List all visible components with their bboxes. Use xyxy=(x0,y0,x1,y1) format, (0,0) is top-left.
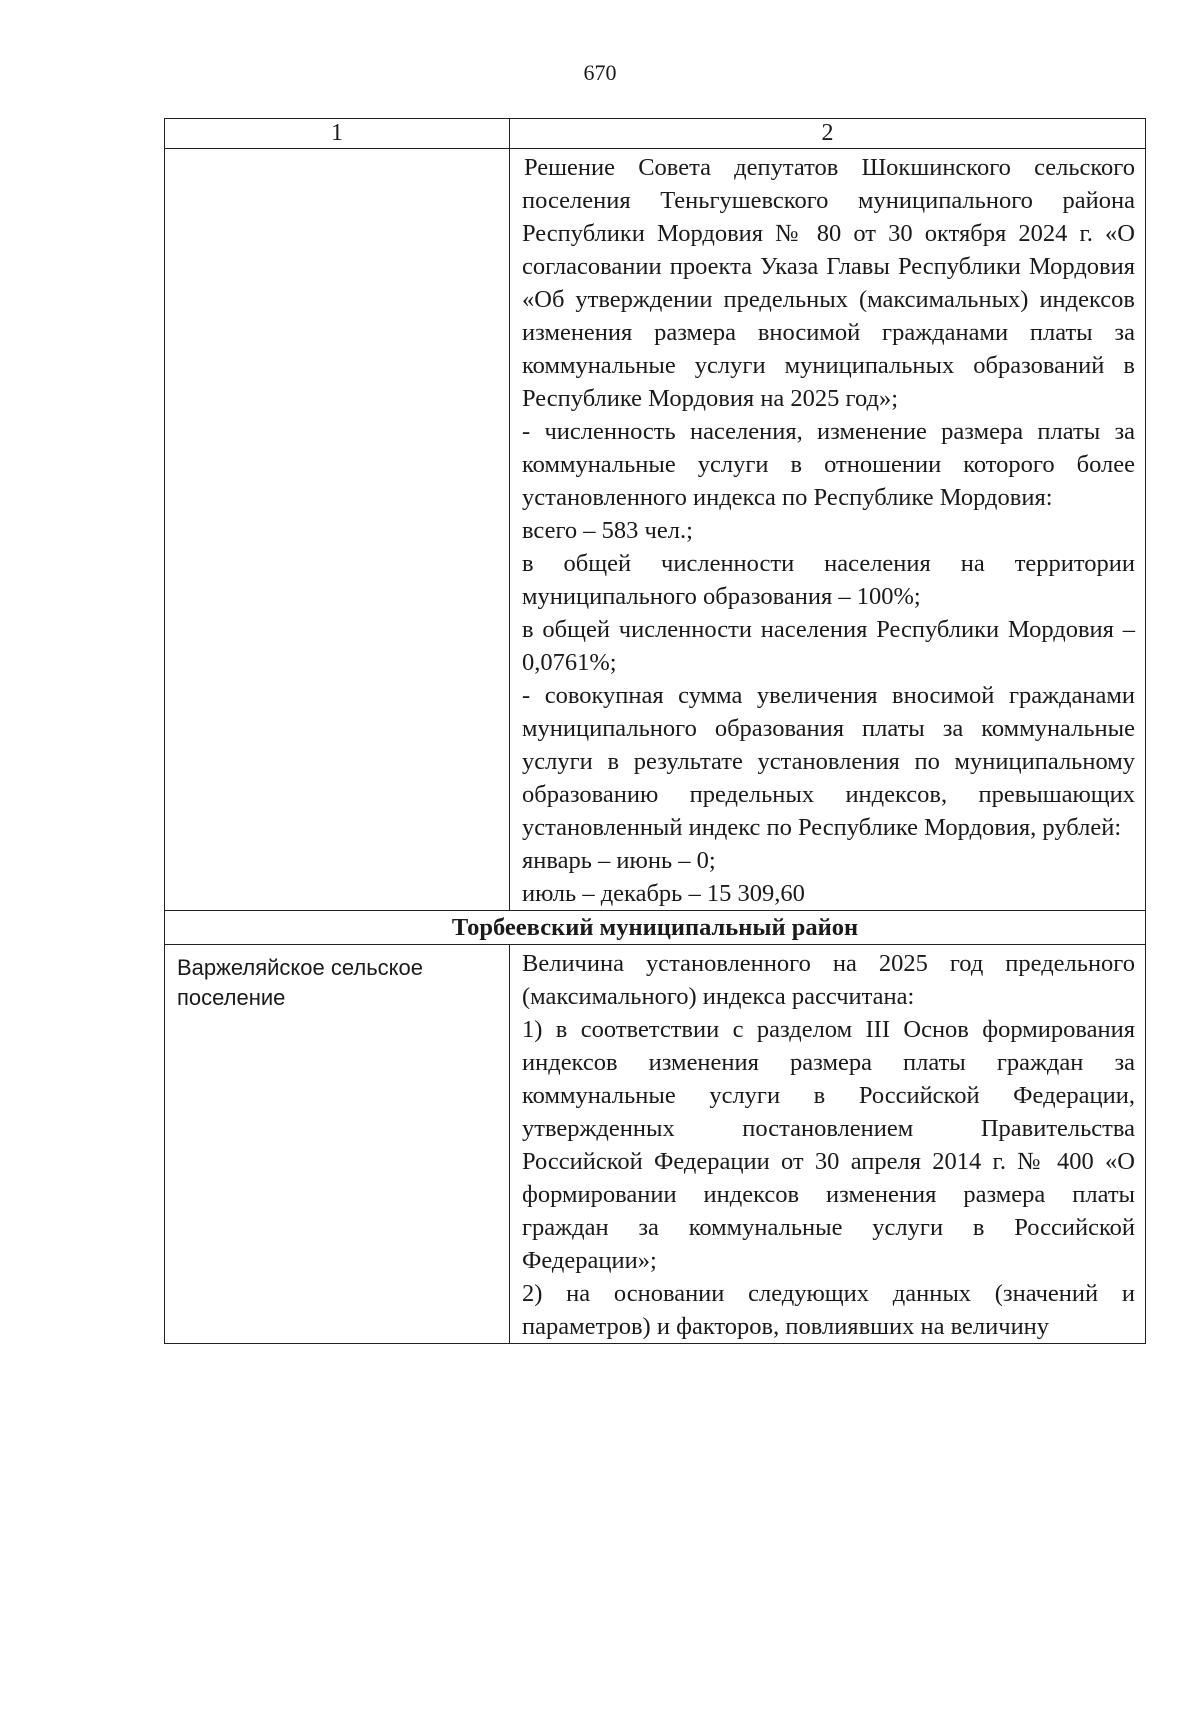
second-block-cell xyxy=(510,945,1146,1344)
share-municipal: в общей численности населения на территории муниципального образования – 100%; xyxy=(522,550,1135,610)
first-block-cell xyxy=(510,149,1146,911)
settlement-cell xyxy=(165,945,510,1344)
column-header-1: 1 xyxy=(165,119,510,149)
document-table xyxy=(164,118,1146,1344)
intro-paragraph: Величина установленного на 2025 год предельного (максимального) индекса рассчитана: xyxy=(522,950,1135,1010)
table-row xyxy=(165,149,1146,911)
table-header-row xyxy=(165,119,1146,149)
decision-paragraph: Решение Совета депутатов Шокшинского сельского поселения Теньгушевского муниципального района Республики Мордовия № 80 от 30 октября 2024 г. «О согласовании проекта Указа Главы Республики Мордовия «Об утверждении предельных (максимальных) индексов изменения размера вносимой гражданами платы за коммунальные услуги муниципальных образований в Республике Мордовия на 2025 год»; xyxy=(522,154,1135,412)
item-2-paragraph: 2) на основании следующих данных (значений и параметров) и факторов, повлиявших на величину xyxy=(522,1280,1135,1340)
share-republic: в общей численности населения Республики Мордовия – 0,0761%; xyxy=(522,616,1135,676)
item-1-paragraph: 1) в соответствии с разделом III Основ формирования индексов изменения размера платы граждан за коммунальные услуги в Российской Федерации, утвержденных постановлением Правительства Российской Федерации от 30 апреля 2014 г. № 400 «О формировании индексов изменения размера платы граждан за коммунальные услуги в Российской Федерации»; xyxy=(522,1016,1135,1274)
sum-paragraph: - совокупная сумма увеличения вносимой гражданами муниципального образования платы за коммунальные услуги в результате установления по муниципальному образованию предельных индексов, превышающих установленный индекс по Республике Мордовия, рублей: xyxy=(522,682,1135,841)
settlement-name: Варжеляйское сельское поселение xyxy=(177,955,424,1010)
jul-dec-value: июль – декабрь – 15 309,60 xyxy=(522,880,805,907)
jan-jun-value: январь – июнь – 0; xyxy=(522,847,716,874)
table-row xyxy=(165,945,1146,1344)
population-paragraph: - численность населения, изменение размера платы за коммунальные услуги в отношении которого более установленного индекса по Республике Мордовия: xyxy=(522,418,1135,511)
total-population: всего – 583 чел.; xyxy=(522,517,693,544)
section-title: Торбеевский муниципальный район xyxy=(165,911,1146,945)
column-header-2: 2 xyxy=(510,119,1146,149)
section-row xyxy=(165,911,1146,945)
page-number: 670 xyxy=(583,60,617,85)
empty-left-cell xyxy=(165,149,510,911)
